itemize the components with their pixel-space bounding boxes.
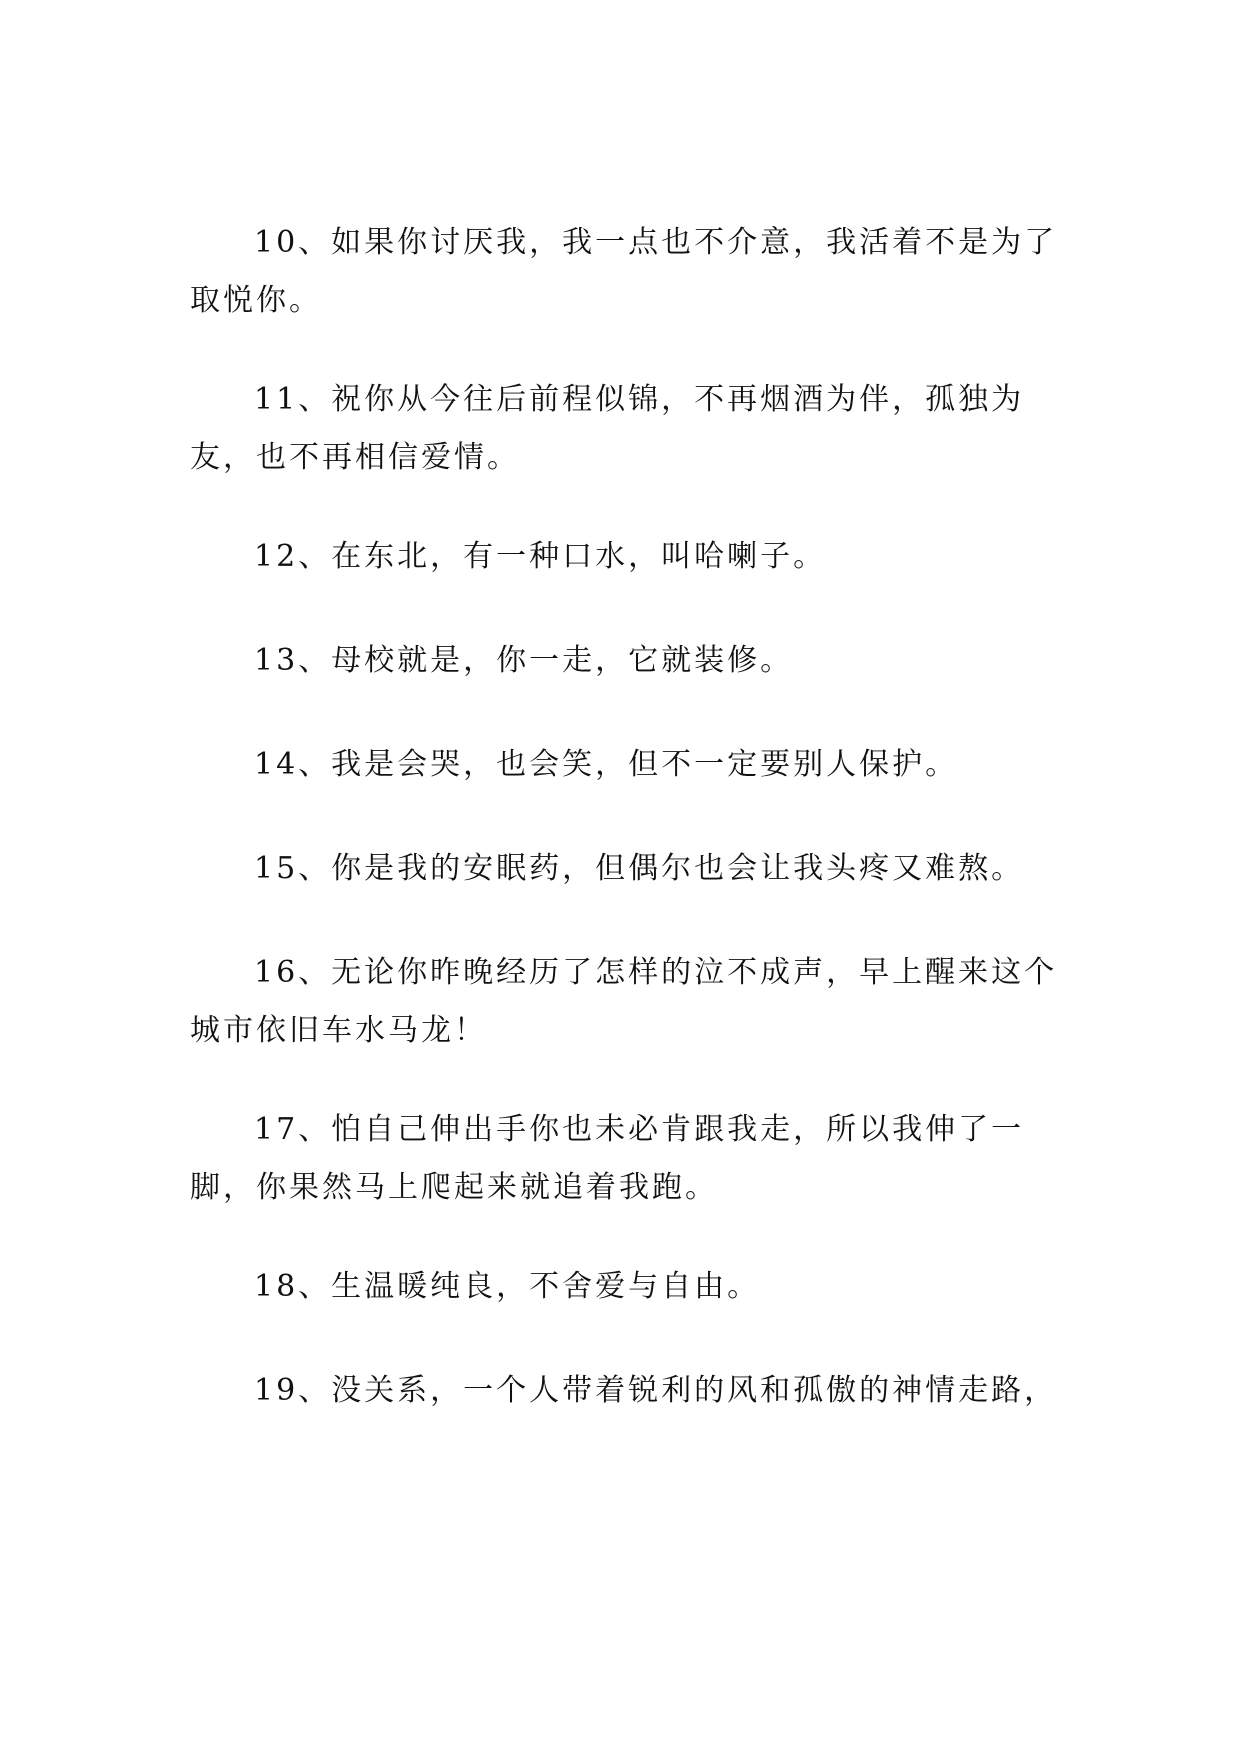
paragraph-19: 19、没关系，一个人带着锐利的风和孤傲的神情走路， [254,1373,1058,1408]
paragraph-14: 14、我是会哭，也会笑，但不一定要别人保护。 [254,747,959,782]
paragraph-18: 18、生温暖纯良，不舍爱与自由。 [254,1269,761,1304]
paragraph-17: 17、怕自己伸出手你也未必肯跟我走，所以我伸了一脚，你果然马上爬起来就追着我跑。 [190,1112,1025,1205]
paragraph-13: 13、母校就是，你一走，它就装修。 [254,643,794,678]
paragraph-11: 11、祝你从今往后前程似锦，不再烟酒为伴，孤独为友，也不再相信爱情。 [190,382,1025,475]
paragraph-12: 12、在东北，有一种口水，叫哈喇子。 [254,539,827,574]
paragraph-16: 16、无论你昨晚经历了怎样的泣不成声，早上醒来这个城市依旧车水马龙！ [190,955,1058,1048]
paragraph-10: 10、如果你讨厌我，我一点也不介意，我活着不是为了取悦你。 [190,225,1058,318]
paragraph-15: 15、你是我的安眠药，但偶尔也会让我头疼又难熬。 [254,851,1025,886]
